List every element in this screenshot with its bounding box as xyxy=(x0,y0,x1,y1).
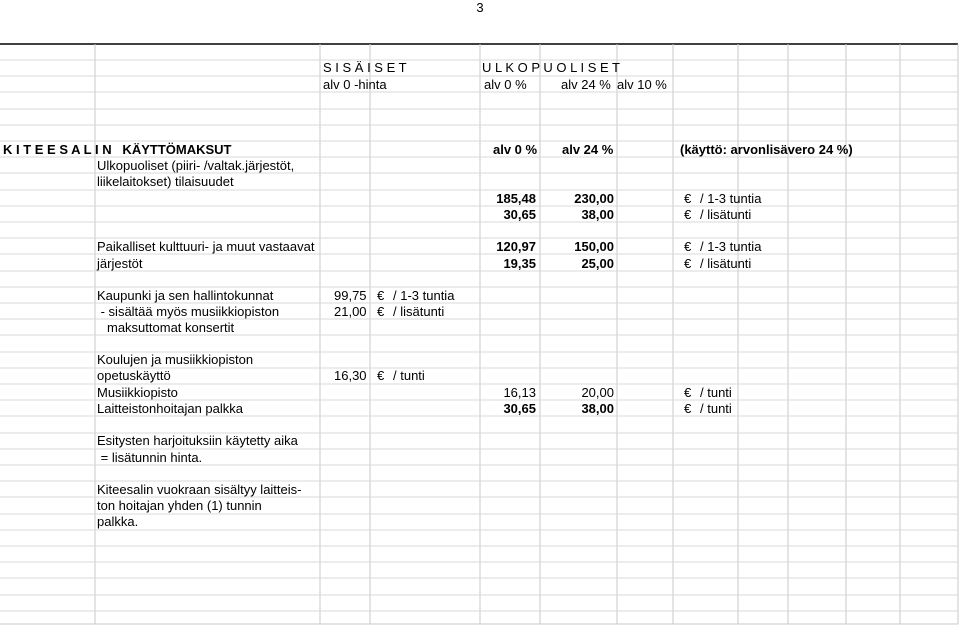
euro-sign: € xyxy=(377,368,385,383)
laitteisto-alv0: 30,65 xyxy=(503,401,536,416)
header-alv0-hinta: alv 0 -hinta xyxy=(323,77,387,92)
header-ulkopuoliset: U L K O P U O L I S E T xyxy=(482,60,620,75)
ulkopuoliset-row1-unit: / 1-3 tuntia xyxy=(700,191,762,206)
vat-note: (käyttö: arvonlisävero 24 %) xyxy=(680,142,853,157)
musiikkiopisto-label: Musiikkiopisto xyxy=(97,385,178,400)
header-alv10: alv 10 % xyxy=(617,77,667,92)
kaupunki-label-3: maksuttomat konsertit xyxy=(107,320,235,335)
koulut-unit: / tunti xyxy=(393,368,425,383)
kaupunki-row2-unit: / lisätunti xyxy=(393,304,445,319)
ulkopuoliset-label-1: Ulkopuoliset (piiri- /valtak.järjestöt, xyxy=(97,158,295,173)
laitteisto-label: Laitteistonhoitajan palkka xyxy=(97,401,243,416)
ulkopuoliset-row1-alv0: 185,48 xyxy=(496,191,536,206)
ulkopuoliset-row1-alv24: 230,00 xyxy=(574,191,614,206)
esitykset-line-1: Esitysten harjoituksiin käytetty aika xyxy=(97,433,298,448)
paikalliset-row2-alv24: 25,00 xyxy=(581,256,614,271)
euro-sign: € xyxy=(377,304,385,319)
musiikkiopisto-unit: / tunti xyxy=(700,385,732,400)
musiikkiopisto-alv0: 16,13 xyxy=(503,385,536,400)
euro-sign: € xyxy=(684,191,692,206)
kaupunki-label-1: Kaupunki ja sen hallintokunnat xyxy=(97,288,274,303)
koulut-label-1: Koulujen ja musiikkiopiston xyxy=(97,352,254,367)
section-title: K I T E E S A L I N KÄYTTÖMAKSUT xyxy=(3,142,232,157)
col-alv24-heading: alv 24 % xyxy=(562,142,614,157)
paikalliset-row2-alv0: 19,35 xyxy=(503,256,536,271)
euro-sign: € xyxy=(684,401,692,416)
koulut-label-2: opetuskäyttö xyxy=(97,368,171,383)
paikalliset-label-1: Paikalliset kulttuuri- ja muut vastaavat xyxy=(97,239,315,254)
ulkopuoliset-row2-alv0: 30,65 xyxy=(503,207,536,222)
euro-sign: € xyxy=(684,207,692,222)
paikalliset-row2-unit: / lisätunti xyxy=(700,256,752,271)
header-sisaiset: S I S Ä I S E T xyxy=(323,60,407,75)
ulkopuoliset-row2-alv24: 38,00 xyxy=(581,207,614,222)
paikalliset-row1-unit: / 1-3 tuntia xyxy=(700,239,762,254)
euro-sign: € xyxy=(377,288,385,303)
header-alv0: alv 0 % xyxy=(484,77,527,92)
euro-sign: € xyxy=(684,256,692,271)
musiikkiopisto-alv24: 20,00 xyxy=(581,385,614,400)
kaupunki-row1-price: 99,75 xyxy=(334,288,367,303)
page-number: 3 xyxy=(476,0,484,15)
kaupunki-row2-price: 21,00 xyxy=(334,304,367,319)
kaupunki-label-2: - sisältää myös musiikkiopiston xyxy=(97,304,280,319)
paikalliset-row1-alv0: 120,97 xyxy=(496,239,536,254)
euro-sign: € xyxy=(684,385,692,400)
vuokra-line-2: ton hoitajan yhden (1) tunnin xyxy=(97,498,262,513)
laitteisto-unit: / tunti xyxy=(700,401,732,416)
paikalliset-row1-alv24: 150,00 xyxy=(574,239,614,254)
col-alv0-heading: alv 0 % xyxy=(493,142,538,157)
euro-sign: € xyxy=(684,239,692,254)
koulut-price: 16,30 xyxy=(334,368,367,383)
laitteisto-alv24: 38,00 xyxy=(581,401,614,416)
esitykset-line-2: = lisätunnin hinta. xyxy=(97,450,203,465)
vuokra-line-1: Kiteesalin vuokraan sisältyy laitteis- xyxy=(97,482,302,497)
ulkopuoliset-label-2: liikelaitokset) tilaisuudet xyxy=(97,174,234,189)
ulkopuoliset-row2-unit: / lisätunti xyxy=(700,207,752,222)
header-alv24: alv 24 % xyxy=(561,77,611,92)
vuokra-line-3: palkka. xyxy=(97,514,139,529)
kaupunki-row1-unit: / 1-3 tuntia xyxy=(393,288,455,303)
paikalliset-label-2: järjestöt xyxy=(97,256,143,271)
